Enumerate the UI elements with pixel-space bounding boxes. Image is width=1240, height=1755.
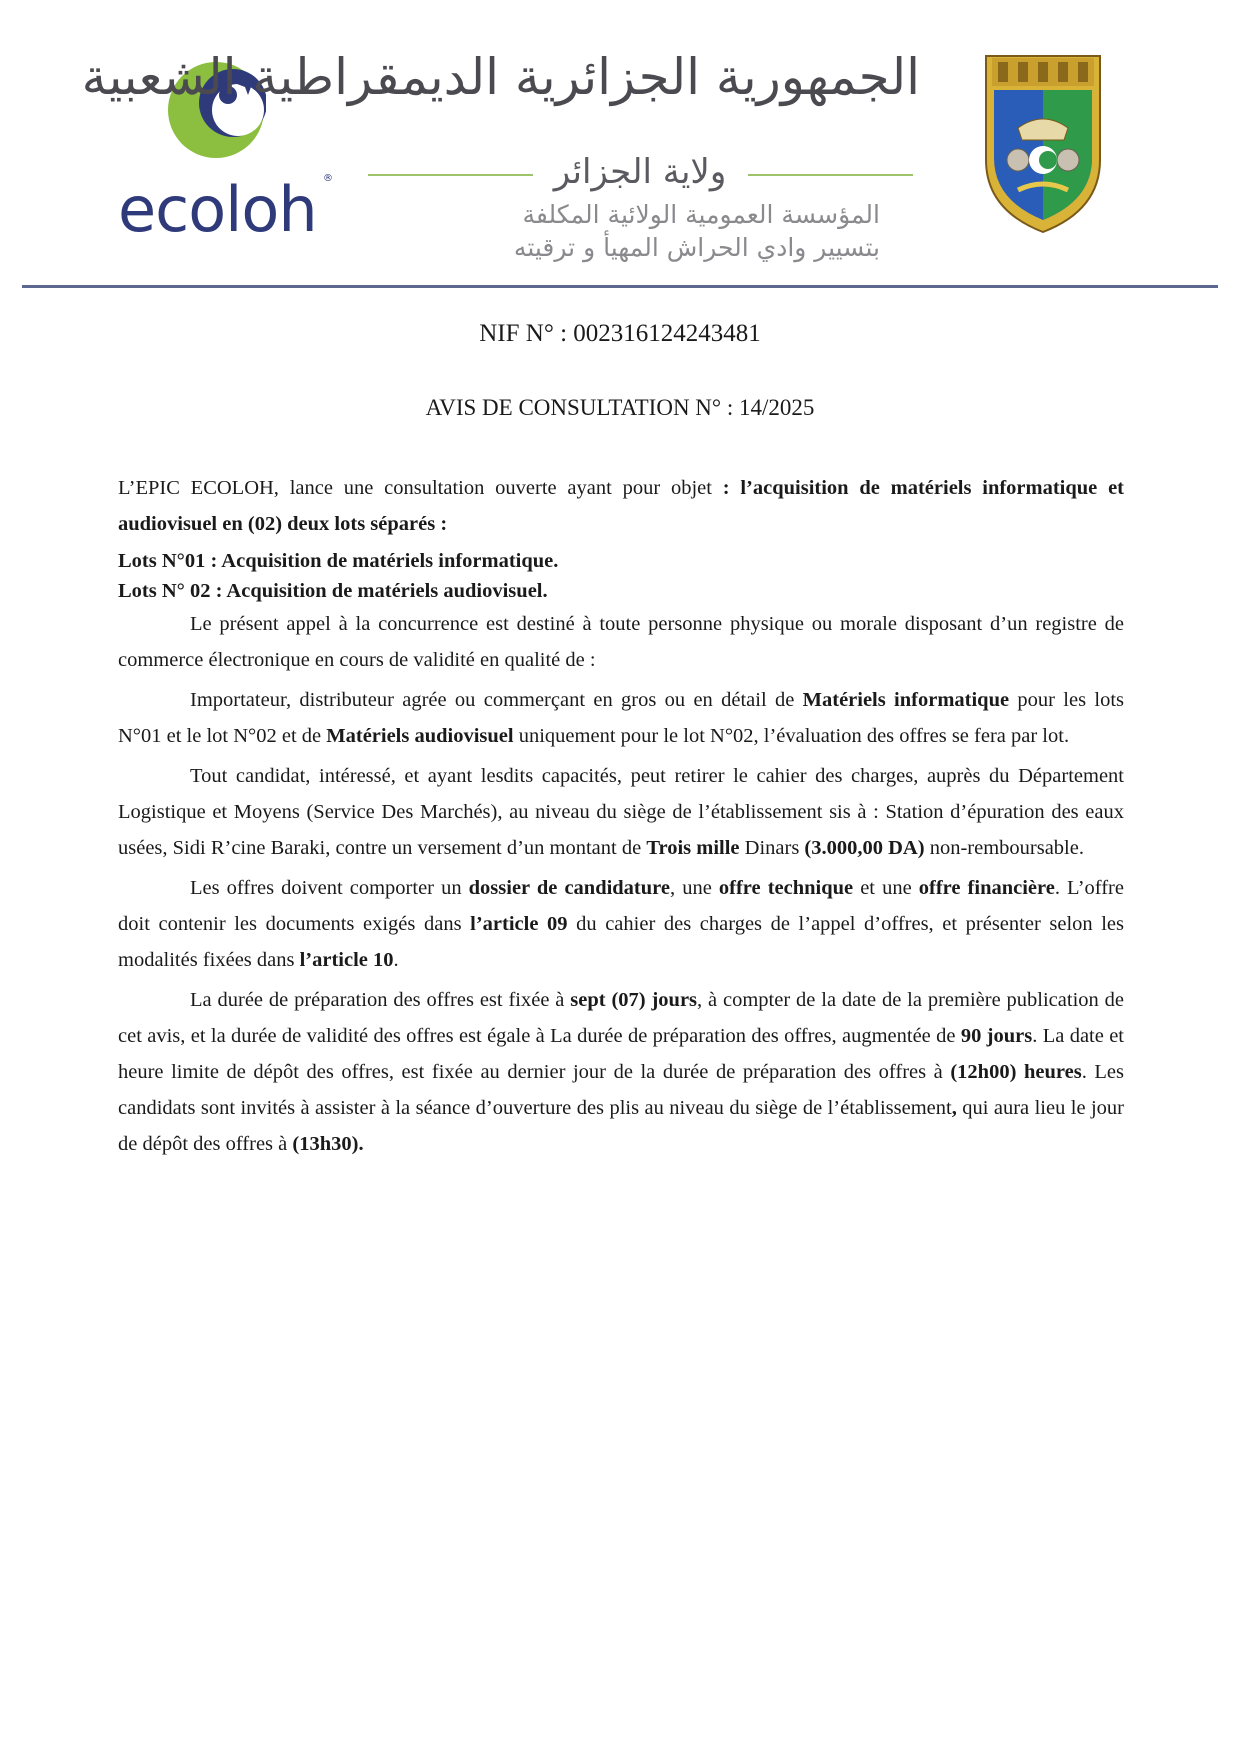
green-rule-right: [748, 174, 913, 176]
nif-heading: NIF N° : 002316124243481: [479, 320, 761, 347]
arabic-institution-line2: بتسيير وادي الحراش المهيأ و ترقيته: [513, 233, 880, 262]
offers-text-c: , une: [670, 877, 719, 899]
arabic-wilaya: ولاية الجزائر: [553, 152, 727, 192]
withdrawal-paragraph: [118, 758, 1124, 866]
qualification-text-e: uniquement pour le lot N°02, l’évaluation des offres se fera par lot.: [513, 725, 1070, 747]
deadline-days: sept (07) jours: [570, 989, 698, 1011]
offers-article-10: l’article 10: [299, 949, 394, 971]
wilaya-row: [360, 152, 920, 196]
deadline-text-a: La durée de préparation des offres est fixée à: [190, 989, 571, 1011]
avis-title: AVIS DE CONSULTATION N° : 14/2025: [425, 395, 815, 420]
notice-body: [118, 470, 1124, 1166]
offers-dossier: dossier de candidature: [468, 877, 670, 899]
lot-2: Lots N° 02 : Acquisition de matériels audiovisuel.: [118, 580, 548, 602]
header-divider: [22, 285, 1218, 288]
deadline-paragraph: [118, 982, 1124, 1162]
lots-list: [118, 546, 1124, 606]
deadline-text-g: . Les candidats sont invités à assister à la séance d’ouverture des plis au niveau du siège de l’établissement: [118, 1061, 1124, 1119]
deadline-text-c: , à compter de la date de la première publication de cet avis, et la durée de validité des offres est égale à La durée de préparation des offres, augmentée de: [118, 989, 1124, 1047]
qualification-it: Matériels informatique: [802, 689, 1010, 711]
offers-text-k: .: [393, 949, 399, 971]
arabic-institution-line1: المؤسسة العمومية الولائية المكلفة: [522, 200, 880, 229]
validity-days: 90 jours: [960, 1025, 1033, 1047]
registered-mark: ®: [323, 173, 333, 184]
eligibility-paragraph: Le présent appel à la concurrence est destiné à toute personne physique ou morale disposant d’un registre de commerce électronique en cours de validité en qualité de :: [118, 613, 1124, 671]
offers-article-09: l’article 09: [470, 913, 568, 935]
offers-text-e: et une: [853, 877, 919, 899]
ecoloh-wordmark: ecoloh: [118, 173, 317, 246]
qualification-text-a: Importateur, distributeur agrée ou commerçant en gros ou en détail de: [190, 689, 803, 711]
wilaya-emblem-icon: [978, 50, 1108, 235]
deadline-text-i: qui aura lieu le jour de dépôt des offres à: [118, 1097, 1124, 1155]
qualification-text-c: pour les lots N°01 et le lot N°02 et de: [118, 689, 1124, 747]
qualification-paragraph: [118, 682, 1124, 754]
withdrawal-text-e: non-remboursable.: [924, 837, 1084, 859]
intro-paragraph: [118, 470, 1124, 542]
qualification-av: Matériels audiovisuel: [326, 725, 514, 747]
withdrawal-amount-words: Trois mille: [646, 837, 740, 859]
withdrawal-text-a: Tout candidat, intéressé, et ayant lesdits capacités, peut retirer le cahier des charges, auprès du Département Logistique et Moyens (Service Des Marchés), au niveau du siège de l’établissement sis à : Station d’épuration des eaux usées, Sidi R’cine Baraki, contre un versement d’un montant de: [118, 765, 1124, 859]
intro-text: L’EPIC ECOLOH, lance une consultation ouverte ayant pour objet: [118, 477, 723, 499]
green-rule-left: [368, 174, 533, 176]
offers-text-g: . L’offre doit contenir les documents exigés dans: [118, 877, 1124, 935]
offers-text-a: Les offres doivent comporter un: [190, 877, 469, 899]
offers-technique: offre technique: [718, 877, 854, 899]
lot-1: Lots N°01 : Acquisition de matériels informatique.: [118, 550, 559, 572]
opening-hour: (13h30).: [292, 1133, 364, 1155]
withdrawal-amount: (3.000,00 DA): [804, 837, 925, 859]
letterhead: [0, 0, 1240, 300]
intro-object: : l’acquisition de matériels informatique et audiovisuel en (02) deux lots séparés :: [118, 477, 1124, 535]
withdrawal-text-c: Dinars: [739, 837, 805, 859]
offers-text-i: du cahier des charges de l’appel d’offres, et présenter selon les modalités fixées dans: [118, 913, 1125, 971]
deadline-comma: ,: [951, 1097, 957, 1119]
offers-financiere: offre financière: [918, 877, 1055, 899]
offers-paragraph: [118, 870, 1124, 978]
deadline-hour: (12h00) heures: [950, 1061, 1082, 1083]
deadline-text-e: . La date et heure limite de dépôt des offres, est fixée au dernier jour de la durée de préparation des offres à: [118, 1025, 1125, 1083]
arabic-republic-title: الجمهورية الجزائرية الديمقراطية الشعبية: [81, 48, 920, 106]
